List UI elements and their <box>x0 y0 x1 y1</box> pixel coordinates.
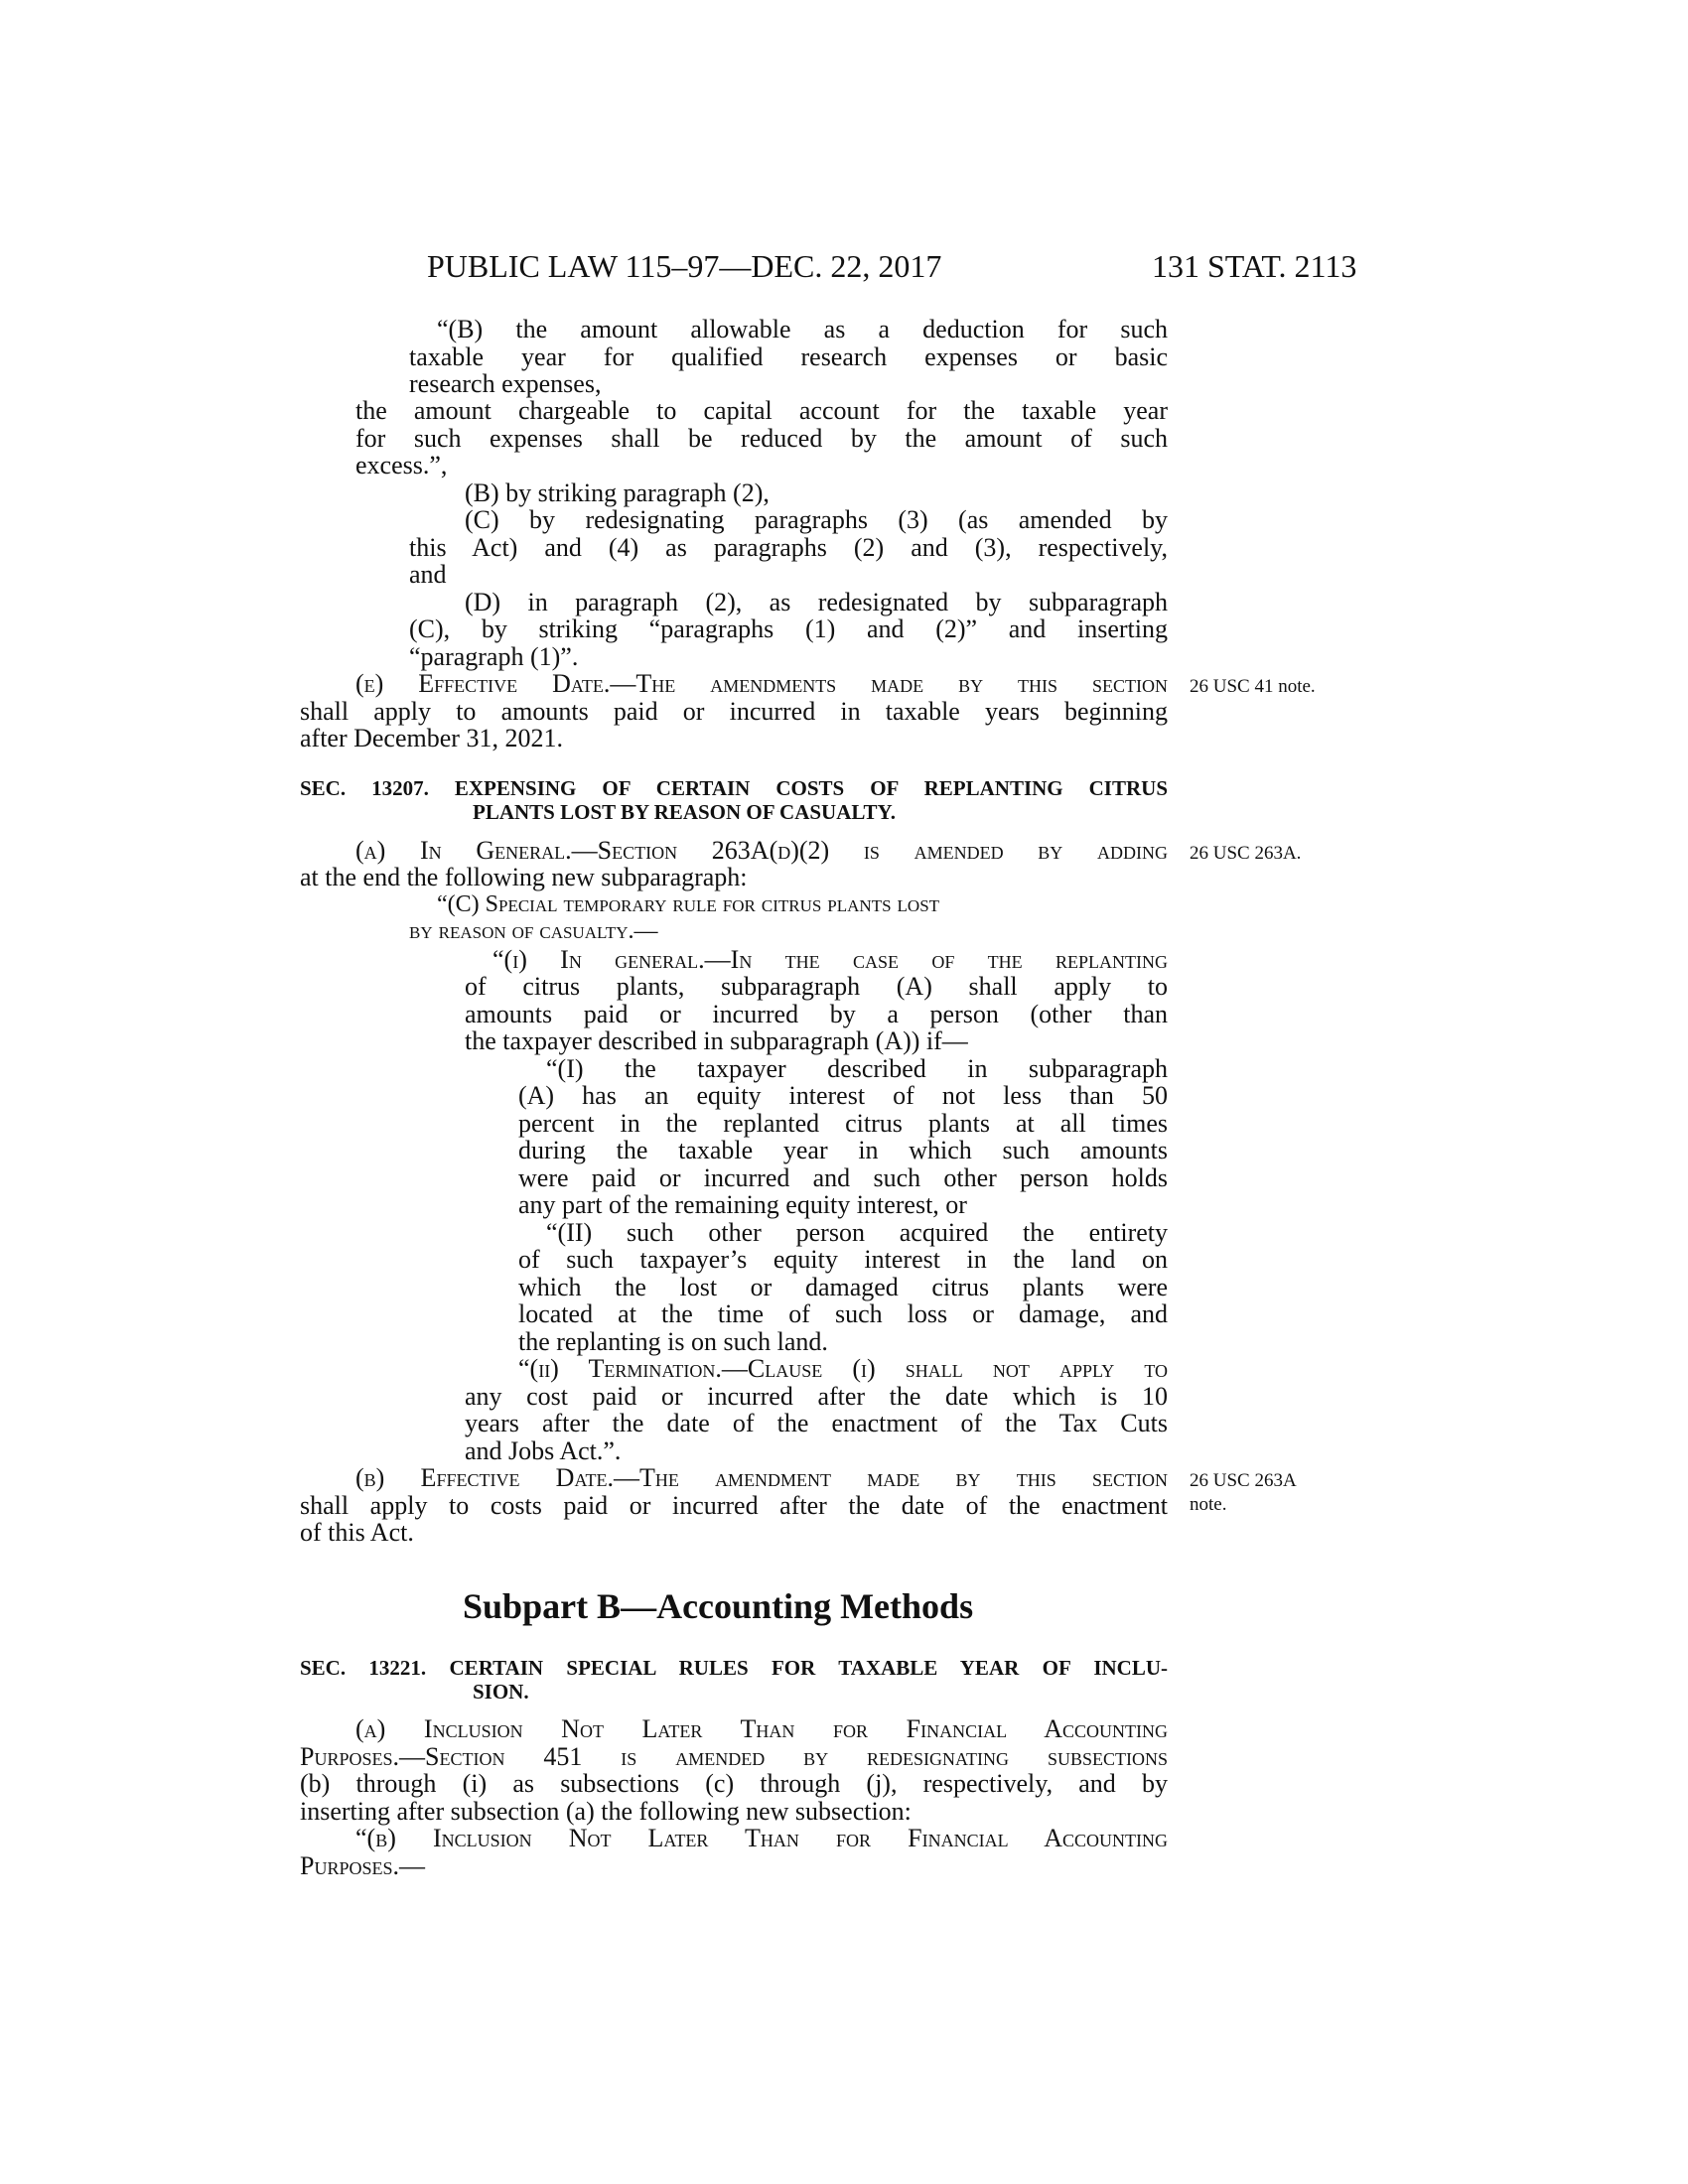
page-number: 131 STAT. 2113 <box>1152 248 1357 284</box>
margin-note: note. <box>1190 1494 1227 1515</box>
margin-note: 26 USC 263A <box>1190 1470 1297 1491</box>
section-heading-cont: PLANTS LOST BY REASON OF CASUALTY. <box>473 800 896 824</box>
section-heading-cont: SION. <box>473 1680 529 1704</box>
margin-note: 26 USC 263A. <box>1190 843 1302 864</box>
running-head: PUBLIC LAW 115–97—DEC. 22, 2017 <box>427 248 942 284</box>
margin-note: 26 USC 41 note. <box>1190 676 1316 697</box>
subpart-heading: Subpart B—Accounting Methods <box>463 1586 974 1626</box>
section-heading: SEC. 13221. CERTAIN SPECIAL RULES FOR TAXABLE YEAR OF INCLU- <box>300 1656 1168 1680</box>
page-header <box>397 246 1382 286</box>
section-heading: SEC. 13207. EXPENSING OF CERTAIN COSTS OF REPLANTING CITRUS <box>300 776 1168 800</box>
